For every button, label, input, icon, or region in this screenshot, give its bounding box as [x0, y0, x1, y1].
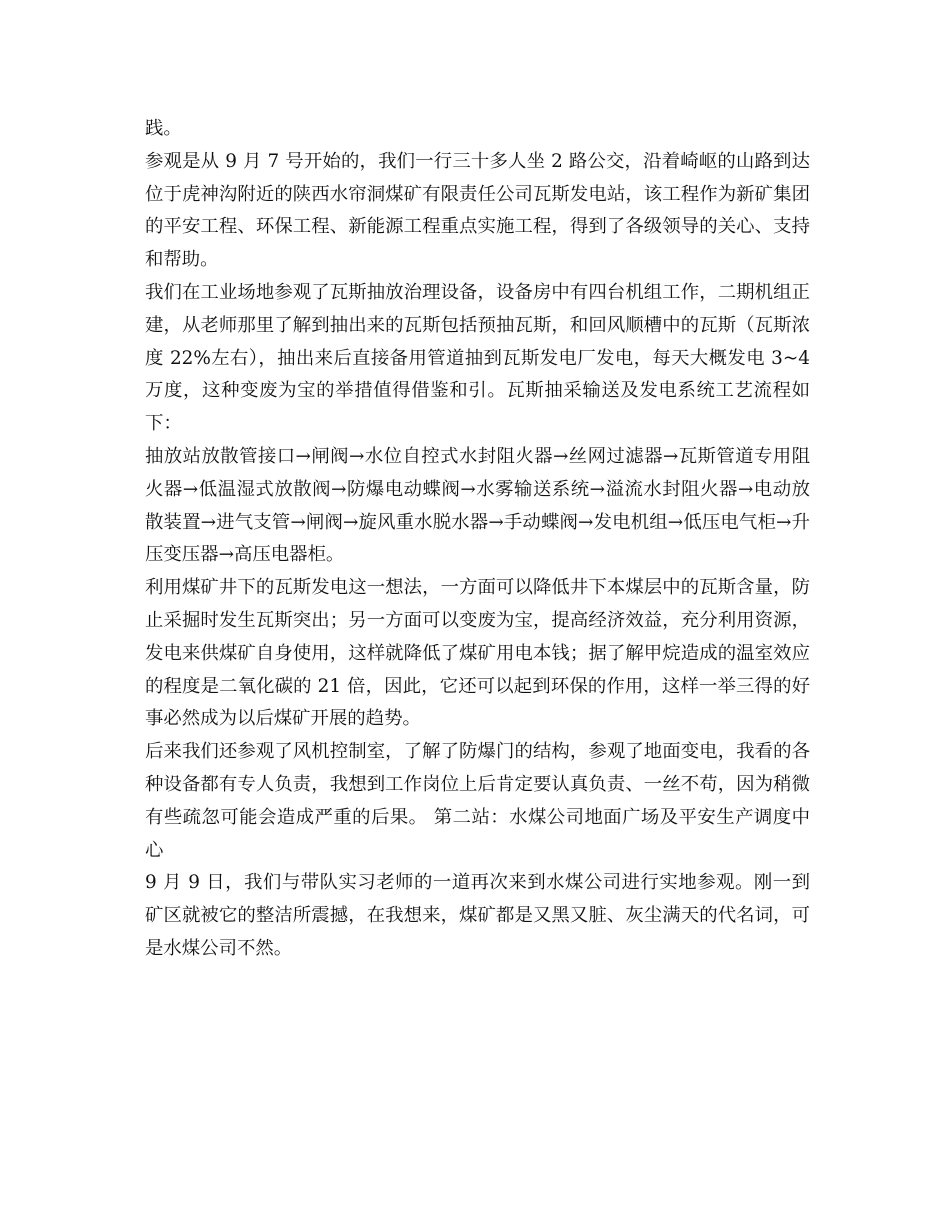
paragraph-6: 后来我们还参观了风机控制室，了解了防爆门的结构，参观了地面变电，我看的各种设备都有专人负责，我想到工作岗位上后肯定要认真负责、一丝不苟，因为稍微有些疏忽可能会造成严重的后果。 第二站：水煤公司地面广场及平安生产调度中心	[145, 741, 810, 861]
paragraph-5: 利用煤矿井下的瓦斯发电这一想法，一方面可以降低井下本煤层中的瓦斯含量，防止采掘时发生瓦斯突出；另一方面可以变废为宝，提高经济效益，充分利用资源，发电来供煤矿自身使用，这样就降低了煤矿用电本钱；据了解甲烷造成的温室效应的程度是二氧化碳的 21 倍，因此，它还可以起到环保的作用，这样一举三得的好事必然成为以后煤矿开展的趋势。	[145, 577, 810, 730]
paragraph-1: 践。	[145, 118, 182, 139]
paragraph-3: 我们在工业场地参观了瓦斯抽放治理设备，设备房中有四台机组工作，二期机组正建，从老师那里了解到抽出来的瓦斯包括预抽瓦斯，和回风顺槽中的瓦斯（瓦斯浓度 22%左右），抽出来后直接备用管道抽到瓦斯发电厂发电，每天大概发电 3~4 万度，这种变废为宝的举措值得借鉴和引。瓦斯抽采输送及发电系统工艺流程如下：	[145, 281, 810, 435]
paragraph-2: 参观是从 9 月 7 号开始的，我们一行三十多人坐 2 路公交，沿着崎岖的山路到达位于虎神沟附近的陕西水帘洞煤矿有限责任公司瓦斯发电站，该工程作为新矿集团的平安工程、环保工程、新能源工程重点实施工程，得到了各级领导的关心、支持和帮助。	[145, 150, 810, 271]
paragraph-7: 9 月 9 日，我们与带队实习老师的一道再次来到水煤公司进行实地参观。刚一到矿区就被它的整洁所震撼，在我想来，煤矿都是又黑又脏、灰尘满天的代名词，可是水煤公司不然。	[145, 872, 810, 959]
document-body	[145, 113, 810, 966]
paragraph-4: 抽放站放散管接口→闸阀→水位自控式水封阻火器→丝网过滤器→瓦斯管道专用阻火器→低温湿式放散阀→防爆电动蝶阀→水雾输送系统→溢流水封阻火器→电动放散装置→进气支管→闸阀→旋风重水脱水器→手动蝶阀→发电机组→低压电气柜→升压变压器→高压电器柜。	[145, 445, 810, 566]
